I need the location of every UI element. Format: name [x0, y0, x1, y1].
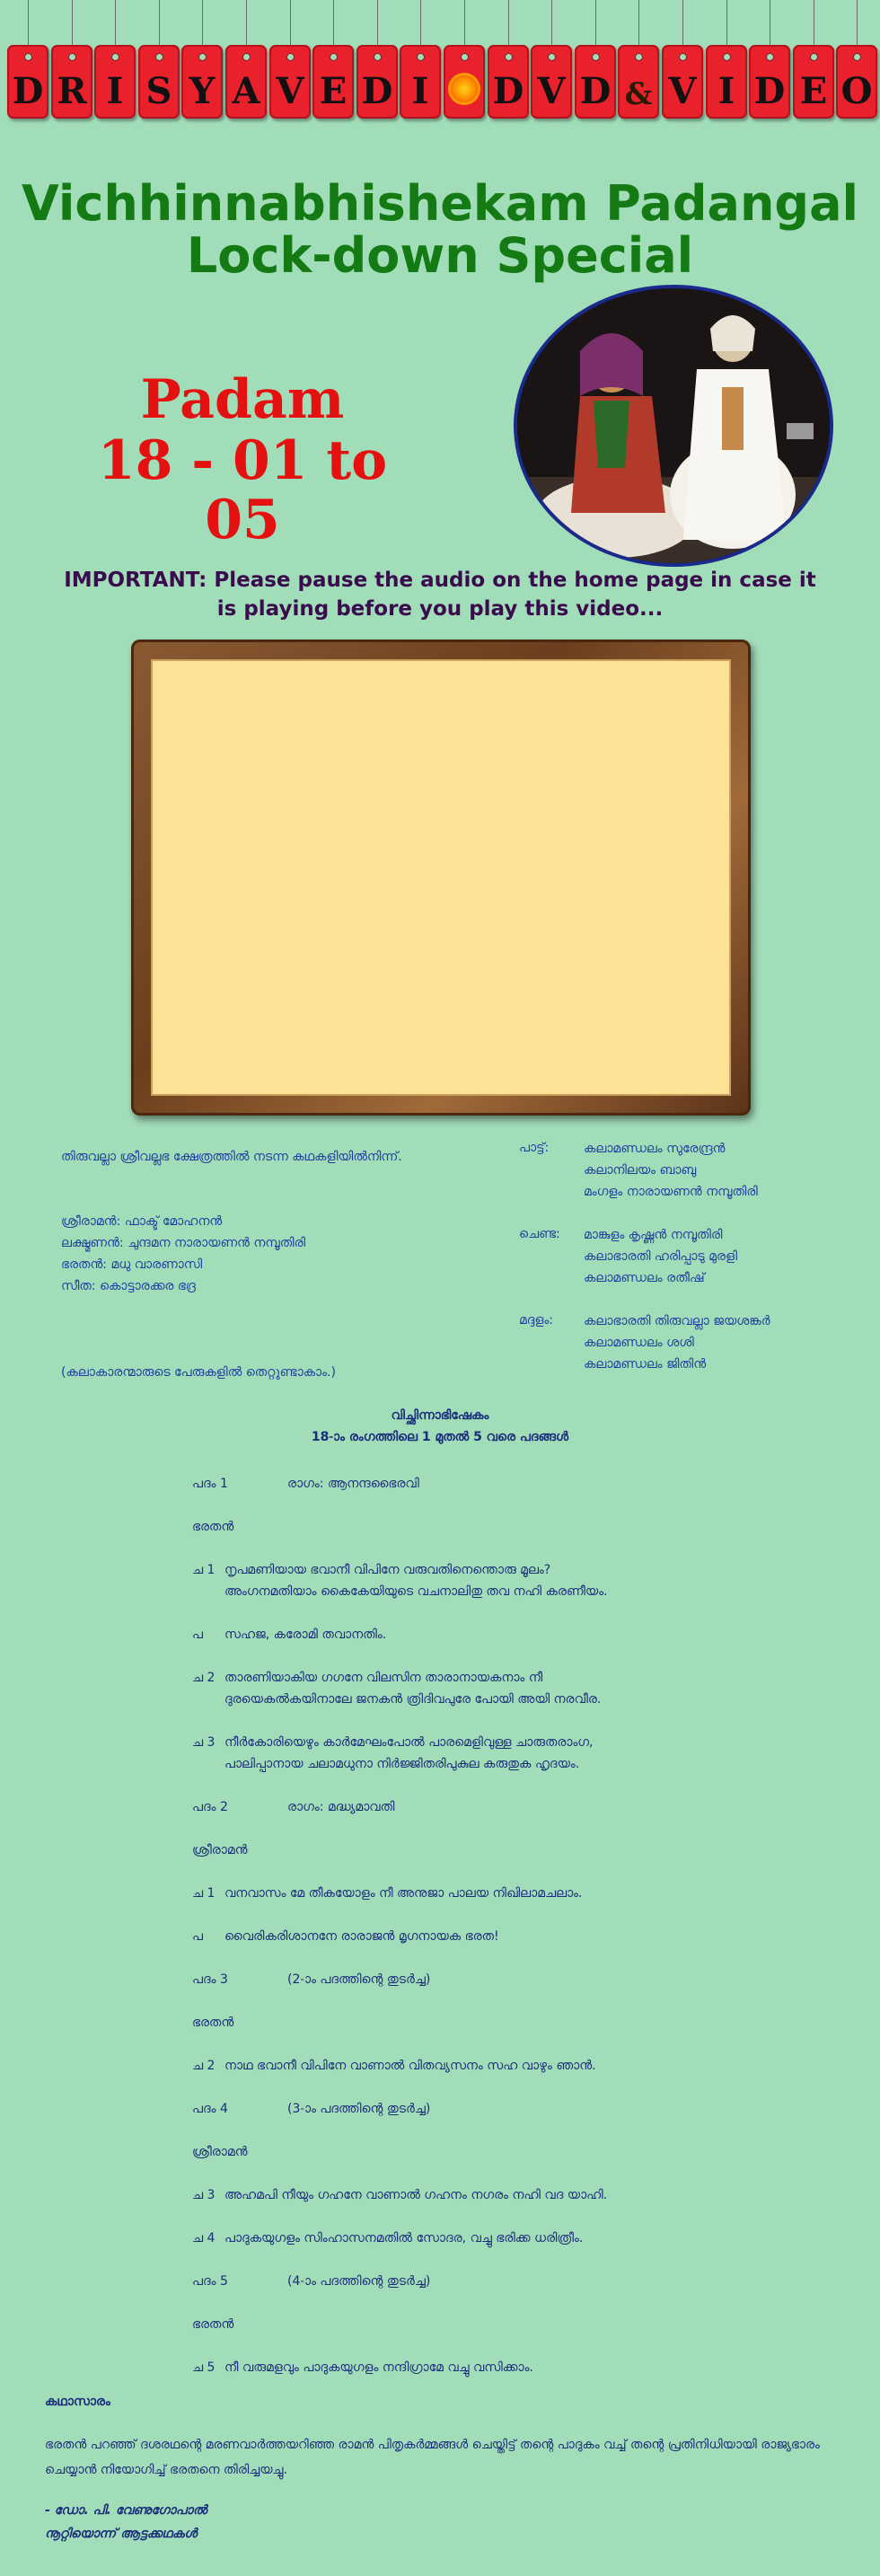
banner-letter: I: [717, 70, 735, 112]
charanam: [192, 1732, 594, 1775]
chenda-label: ചെണ്ട:: [519, 1227, 560, 1241]
story-heading: കഥാസാരം: [45, 2395, 110, 2409]
charanam: [192, 2357, 533, 2378]
banner-tag: [793, 45, 834, 119]
charanam: [192, 1667, 601, 1710]
banner-string: [290, 0, 291, 50]
banner-letter: I: [411, 70, 429, 112]
charanam: [192, 2184, 607, 2206]
banner-letter: E: [799, 70, 828, 112]
charanam-label: ച 2: [192, 2059, 216, 2073]
banner-letter: D: [492, 70, 524, 112]
banner-tag: [181, 45, 223, 119]
banner-letter: V: [668, 70, 697, 112]
banner-letter: Y: [189, 70, 216, 112]
charanam-line: നീർകോരിയെഴും കാർമേഘംപോൽ പാരമെളിവുള്ള ചാരുതരാംഗ,: [224, 1735, 594, 1750]
paattu-label: പാട്ട്:: [519, 1141, 550, 1155]
banner-letter: I: [106, 70, 124, 112]
important-notice: [54, 566, 826, 623]
important-prefix: IMPORTANT:: [64, 569, 207, 592]
banner-tag: [356, 45, 398, 119]
banner-letter: A: [232, 70, 260, 112]
banner-string: [28, 0, 29, 50]
banner-tag: [749, 45, 790, 119]
padam-3-note: (2-ാം പദത്തിന്റെ തുടർച്ച): [287, 1972, 431, 1987]
lyrics-heading: വിച്ഛിന്നാഭിഷേകം: [391, 1408, 489, 1423]
charanam: [192, 2228, 583, 2249]
banner-tag: [575, 45, 616, 119]
padam-2-raagam: രാഗം: മദ്ധ്യമാവതി: [287, 1800, 395, 1814]
banner-letter: D: [12, 70, 44, 112]
banner-string: [857, 0, 858, 50]
banner-string: [508, 0, 509, 50]
padam-number: 18 - 01 to 05: [97, 429, 388, 551]
banner-string: [682, 0, 683, 50]
story-author: - ഡോ. പി. വേണുഗോപാൽ: [45, 2503, 207, 2518]
maddalam-list: [584, 1310, 770, 1375]
banner-string: [420, 0, 421, 50]
padam-4-header: [192, 2098, 430, 2120]
banner-tag: [531, 45, 572, 119]
padam-3-header: [192, 1969, 430, 1990]
speaker-bharathan: ഭരതൻ: [192, 1520, 234, 1534]
padam-4-note: (3-ാം പദത്തിന്റെ തുടർച്ച): [287, 2102, 431, 2116]
page-title-line2: Lock-down Special: [186, 227, 694, 284]
padam-3-label: പദം 3: [192, 1972, 228, 1987]
video-player[interactable]: [151, 659, 731, 1096]
charanam-label: ച 3: [192, 1735, 216, 1750]
cast-item: സീത: കൊട്ടാരക്കര ഭദ്ര: [61, 1279, 196, 1293]
banner-letter: E: [319, 70, 348, 112]
banner-letter: D: [361, 70, 393, 112]
chenda-item: മാങ്കുളം കൃഷ്ണൻ നമ്പൂതിരി: [584, 1228, 723, 1242]
banner-letter: V: [537, 70, 566, 112]
site-banner: [0, 0, 880, 126]
charanam: [192, 1883, 582, 1904]
charanam-label: ച 5: [192, 2360, 216, 2375]
disclaimer-text: (കലാകാരന്മാരുടെ പേരുകളിൽ തെറ്റുണ്ടാകാം.): [61, 1365, 336, 1380]
cast-list: [61, 1211, 305, 1297]
charanam: [192, 2055, 596, 2077]
banner-tag: [312, 45, 354, 119]
pallavi-line: വൈരികരിശാനനേ രാരാജൻ മൃഗനായക ഭരത!: [224, 1929, 499, 1944]
banner-string: [72, 0, 73, 50]
banner-string: [333, 0, 334, 50]
banner-tag: [706, 45, 747, 119]
banner-tag: [269, 45, 311, 119]
charanam-line: പാലിപ്പാനായ ചലാമധുനാ നിർജ്ജിതരിപുകുല കരുതുക ഹൃദയം.: [224, 1757, 580, 1771]
pallavi-label: പ: [192, 1628, 203, 1642]
pallavi: [192, 1926, 499, 1947]
charanam-line: നൃപമണിയായ ഭവാനീ വിപിനേ വരുവതിനെന്തൊരു മൂലം?: [224, 1563, 551, 1577]
pallavi: [192, 1624, 386, 1645]
charanam-label: ച 3: [192, 2188, 216, 2202]
charanam-label: ച 1: [192, 1563, 216, 1577]
padam-2-label: പദം 2: [192, 1800, 228, 1814]
banner-string: [377, 0, 378, 50]
charanam-label: ച 2: [192, 1671, 216, 1685]
banner-string: [551, 0, 552, 50]
banner-tag: [836, 45, 877, 119]
pallavi-line: സഹജ, കരോമി തവാനതിം.: [224, 1628, 387, 1642]
padam-5-label: പദം 5: [192, 2274, 228, 2289]
banner-string: [595, 0, 596, 50]
banner-tag: [94, 45, 136, 119]
story-text: ഭരതൻ പറഞ്ഞ് ദശരഥന്റെ മരണവാർത്തയറിഞ്ഞ രാമൻ പിതൃകർമ്മങ്ങൾ ചെയ്തിട്ട് തന്റെ പാദുകം വച്ച് തന്റെ പ്രതിനിധിയായി രാജ്യഭാരം ചെയ്യാൻ നിയോഗിച്ച് ഭരതനെ തിരിച്ചയച്ചു.: [45, 2438, 820, 2477]
charanam-line: നാഥ ഭവാനീ വിപിനേ വാണാൽ വിതവ്യസനം സഹ വാഴും ഞാൻ.: [224, 2059, 596, 2073]
banner-letter: &: [624, 76, 653, 112]
padam-label: Padam: [140, 368, 345, 431]
banner-letter: R: [57, 70, 87, 112]
charanam: [192, 1559, 608, 1602]
banner-tag: [138, 45, 180, 119]
pallavi-label: പ: [192, 1929, 203, 1944]
charanam-line: പാദുകയുഗളം സിംഹാസനമതിൽ സോദര, വച്ചു ഭരിക്ക ധരിത്രീം.: [224, 2231, 584, 2245]
banner-tag: [444, 45, 485, 119]
banner-letter: V: [276, 70, 304, 112]
padam-4-label: പദം 4: [192, 2102, 228, 2116]
padam-1-header: [192, 1473, 419, 1495]
charanam-label: ച 4: [192, 2231, 216, 2245]
banner-tag: [662, 45, 703, 119]
sun-icon: [451, 75, 478, 102]
banner-tag: [51, 45, 92, 119]
story-source: നൂറ്റിയൊന്ന് ആട്ടക്കഥകൾ: [45, 2527, 198, 2541]
cast-item: ഭരതൻ: മധു വാരണാസി: [61, 1257, 203, 1272]
maddalam-item: കലാഭാരതി തിരുവല്ലാ ജയശങ്കർ: [584, 1314, 770, 1328]
chenda-item: കലാമണ്ഡലം രതീഷ്: [584, 1271, 705, 1285]
maddalam-item: കലാമണ്ഡലം ശശി: [584, 1336, 694, 1350]
maddalam-item: കലാമണ്ഡലം ജിതിൻ: [584, 1357, 707, 1372]
padam-5-header: [192, 2271, 430, 2292]
kathakali-photo: [514, 285, 833, 567]
page-title-line1: Vichhinnabhishekam Padangal: [21, 175, 859, 232]
banner-letter: D: [579, 70, 612, 112]
speaker-sreeraman: ശ്രീരാമൻ: [192, 2145, 248, 2159]
important-text: Please pause the audio on the home page in case it is playing before you play this video...: [207, 569, 816, 621]
maddalam-label: മദ്ദളം:: [519, 1313, 554, 1328]
padam-1-raagam: രാഗം: ആനന്ദഭൈരവി: [287, 1477, 419, 1491]
kathakali-scene-image: [517, 288, 830, 563]
banner-letter: D: [753, 70, 786, 112]
speaker-sreeraman: ശ്രീരാമൻ: [192, 1843, 248, 1857]
charanam-line: നീ വരുമളവും പാദുകയുഗളം നന്ദിഗ്രാമേ വച്ചു വസിക്കാം.: [224, 2360, 533, 2375]
padam-5-note: (4-ാം പദത്തിന്റെ തുടർച്ച): [287, 2274, 431, 2289]
cast-item: ശ്രീരാമൻ: ഫാക്ട് മോഹനൻ: [61, 1214, 223, 1229]
chenda-list: [584, 1224, 737, 1289]
cast-item: ലക്ഷ്മണൻ: ചുന്ദമന നാരായണൻ നമ്പൂതിരി: [61, 1236, 306, 1250]
paattu-list: [584, 1138, 758, 1203]
banner-tag: [488, 45, 529, 119]
banner-tag: [400, 45, 441, 119]
video-player-frame[interactable]: [131, 640, 751, 1116]
banner-tag: [225, 45, 267, 119]
charanam-label: ച 1: [192, 1886, 216, 1901]
padam-1-label: പദം 1: [192, 1477, 228, 1491]
charanam-line: വനവാസം മേ തീകയോളം നീ അനുജാ പാലയ നിഖിലാമചലാം.: [224, 1886, 583, 1901]
charanam-line: താരണിയാകിയ ഗഗനേ വിലസിന താരാനായകനാം നീ: [224, 1671, 543, 1685]
paattu-item: കലാനിലയം ബാബു: [584, 1163, 697, 1178]
charanam-line: അംഗനമതിയാം കൈകേയിയുടെ വചനാലിതു തവ നഹി കരണീയം.: [224, 1584, 608, 1599]
banner-letter: O: [840, 70, 873, 112]
chenda-item: കലാഭാരതി ഹരിപ്പാടു മുരളി: [584, 1249, 737, 1264]
banner-tag: [618, 45, 659, 119]
banner-string: [638, 0, 639, 50]
banner-string: [202, 0, 203, 50]
venue-text: തിരുവല്ലാ ശ്രീവല്ലഭ ക്ഷേത്രത്തിൽ നടന്ന കഥകളിയിൽനിന്ന്.: [61, 1150, 402, 1164]
banner-string: [464, 0, 465, 50]
banner-tag: [7, 45, 48, 119]
padam-2-header: [192, 1796, 394, 1818]
charanam-line: ദുരയെകൽകയിനാലേ ജനകൻ ത്രിദിവപുരേ പോയി അയി നരവീര.: [224, 1692, 602, 1707]
charanam-line: അഹമപി നീയും ഗഹനേ വാണാൽ ഗഹനം നഗരം നഹി വദ യാഹി.: [224, 2188, 608, 2202]
paattu-item: മംഗളം നാരായണൻ നമ്പൂതിരി: [584, 1185, 758, 1199]
banner-string: [246, 0, 247, 50]
banner-string: [159, 0, 160, 50]
lyrics-subheading: 18-ാം രംഗത്തിലെ 1 മുതൽ 5 വരെ പദങ്ങൾ: [311, 1430, 569, 1444]
banner-letter: S: [145, 70, 172, 112]
banner-string: [115, 0, 116, 50]
paattu-item: കലാമണ്ഡലം സുരേന്ദ്രൻ: [584, 1142, 726, 1156]
speaker-bharathan: ഭരതൻ: [192, 2016, 234, 2030]
speaker-bharathan: ഭരതൻ: [192, 2317, 234, 2332]
banner-string: [726, 0, 727, 50]
